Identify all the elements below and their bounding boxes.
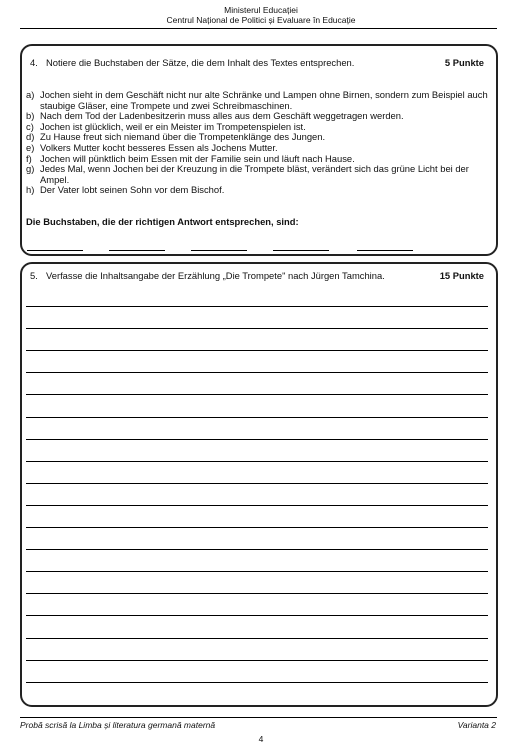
writing-line <box>26 660 488 661</box>
writing-line <box>26 505 488 506</box>
statement-text: Zu Hause freut sich niemand über die Trompetenklänge des Jungen. <box>40 131 326 143</box>
writing-line <box>26 372 488 373</box>
statement-letter: b) <box>26 110 35 122</box>
question-5-box <box>20 262 498 707</box>
statement-letter: e) <box>26 141 35 153</box>
answer-blank-3[interactable] <box>191 250 247 251</box>
statement-letter: f) <box>26 152 32 164</box>
writing-line <box>26 306 488 307</box>
page-number: 4 <box>258 734 264 744</box>
header-divider <box>20 28 497 29</box>
writing-line <box>26 439 488 440</box>
writing-line <box>26 328 488 329</box>
question-4-heading <box>30 57 484 68</box>
statement-letter: c) <box>26 120 34 132</box>
header-center: Centrul Național de Politici și Evaluare în Educație <box>166 15 356 25</box>
writing-line <box>26 394 488 395</box>
statement-text: Volkers Mutter kocht besseres Essen als Jochens Mutter. <box>40 141 278 153</box>
answer-blank-2[interactable] <box>109 250 165 251</box>
question-5-heading <box>30 270 484 281</box>
answer-blank-5[interactable] <box>357 250 413 251</box>
statement-text: Jochen ist glücklich, weil er ein Meister im Trompetenspielen ist. <box>40 120 306 132</box>
statement-letter: d) <box>26 131 35 143</box>
question-4-points: 5 Punkte <box>444 57 484 68</box>
statement-list <box>26 90 488 196</box>
question-4-prompt: Notiere die Buchstaben der Sätze, die dem Inhalt des Textes entsprechen. <box>46 57 355 68</box>
statement-text: Nach dem Tod der Ladenbesitzerin muss alles aus dem Geschäft weggetragen werden. <box>40 110 404 122</box>
footer-variant: Varianta 2 <box>457 720 496 730</box>
statement-text: Jochen sieht in dem Geschäft nicht nur alte Schränke und Lampen ohne Birnen, sondern zum Beispiel auch staubige Gläser, eine Trompete und zwei Schreibmaschinen. <box>40 89 488 111</box>
statement-letter: a) <box>26 89 35 100</box>
statement-item <box>26 143 488 154</box>
question-5-number: 5. <box>30 270 38 281</box>
statement-item <box>26 90 488 111</box>
statement-text: Der Vater lobt seinen Sohn vor dem Bischof. <box>40 184 225 196</box>
writing-line <box>26 417 488 418</box>
writing-line <box>26 638 488 639</box>
writing-line <box>26 593 488 594</box>
writing-line <box>26 461 488 462</box>
writing-line <box>26 571 488 572</box>
answer-blank-4[interactable] <box>273 250 329 251</box>
answer-instruction: Die Buchstaben, die der richtigen Antwort entsprechen, sind: <box>26 216 299 227</box>
footer-exam-title: Probă scrisă la Limba și literatura germană maternă <box>20 720 216 730</box>
question-4-number: 4. <box>30 57 38 68</box>
writing-line <box>26 350 488 351</box>
statement-text: Jochen will pünktlich beim Essen mit der Familie sein und läuft nach Hause. <box>40 152 355 164</box>
statement-item <box>26 185 488 196</box>
answer-blank-1[interactable] <box>27 250 83 251</box>
writing-line <box>26 549 488 550</box>
statement-item <box>26 164 488 185</box>
statement-text: Jedes Mal, wenn Jochen bei der Kreuzung in die Trompete bläst, verändert sich das grüne Licht bei der Ampel. <box>40 163 469 185</box>
writing-line <box>26 682 488 683</box>
writing-line <box>26 527 488 528</box>
question-5-points: 15 Punkte <box>439 270 484 281</box>
writing-line <box>26 615 488 616</box>
writing-line <box>26 483 488 484</box>
question-5-prompt: Verfasse die Inhaltsangabe der Erzählung „Die Trompete" nach Jürgen Tamchina. <box>46 270 385 281</box>
statement-letter: g) <box>26 163 35 175</box>
question-4-box <box>20 44 498 256</box>
statement-letter: h) <box>26 184 35 196</box>
header-ministry: Ministerul Educației <box>224 5 298 15</box>
footer-divider <box>20 717 497 718</box>
page-header <box>0 5 522 25</box>
